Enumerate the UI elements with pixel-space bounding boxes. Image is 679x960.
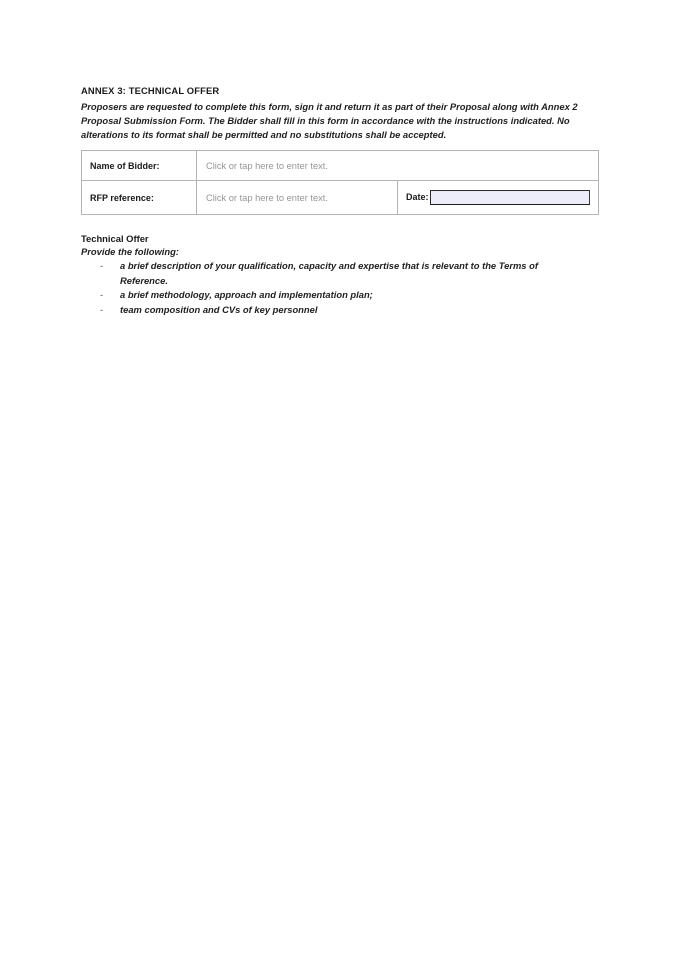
page-title: ANNEX 3: TECHNICAL OFFER: [81, 85, 220, 96]
list-item-text: a brief methodology, approach and implementation plan;: [120, 289, 373, 301]
list-item-text: a brief description of your qualification, capacity and expertise that is relevant to the Terms of Reference.: [120, 260, 538, 286]
date-cell: [398, 180, 599, 214]
bullet-dash-icon: -: [100, 303, 104, 315]
name-of-bidder-label-cell: [82, 150, 197, 180]
list-item-text: team composition and CVs of key personnel: [120, 303, 318, 315]
technical-offer-section: [81, 232, 599, 318]
list-item: [81, 288, 599, 303]
rfp-reference-placeholder[interactable]: Click or tap here to enter text.: [206, 193, 328, 204]
date-field-wrapper: [406, 190, 598, 205]
name-of-bidder-input-cell[interactable]: [197, 150, 599, 180]
table-row: [82, 150, 599, 180]
rfp-reference-input-cell[interactable]: [197, 180, 398, 214]
list-item: [81, 259, 599, 288]
name-of-bidder-label: Name of Bidder:: [90, 161, 160, 172]
date-input[interactable]: [430, 190, 590, 205]
intro-paragraph: Proposers are requested to complete this form, sign it and return it as part of their Proposal along with Annex 2 Proposal Submission Form. The Bidder shall fill in this form in accordance with the instructions indicated. No alterations to its format shall be permitted and no substitutions shall be accepted.: [81, 101, 578, 141]
table-row: [82, 180, 599, 214]
technical-offer-requirements-list: [81, 259, 599, 317]
bullet-dash-icon: -: [100, 289, 104, 301]
date-label: Date:: [406, 192, 429, 203]
document-content: [81, 84, 599, 317]
list-item: [81, 303, 599, 318]
technical-offer-lead: Provide the following:: [81, 245, 179, 257]
technical-offer-heading: Technical Offer: [81, 232, 149, 244]
bullet-dash-icon: -: [100, 260, 104, 272]
name-of-bidder-placeholder[interactable]: Click or tap here to enter text.: [206, 161, 328, 172]
rfp-reference-label: RFP reference:: [90, 193, 154, 204]
rfp-reference-label-cell: [82, 180, 197, 214]
bidder-info-table: [81, 150, 599, 215]
